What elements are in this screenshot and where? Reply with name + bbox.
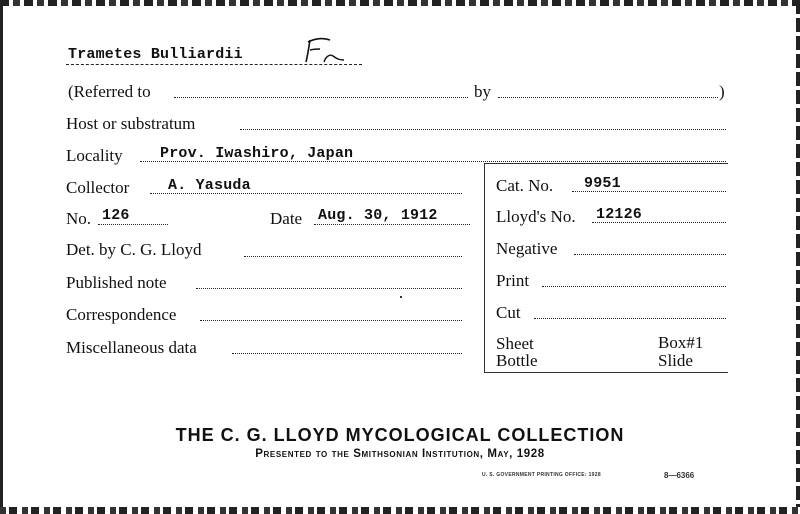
lloyds-number-value: 12126 <box>596 206 643 223</box>
species-name: Trametes Bulliardii <box>68 46 243 63</box>
date-label: Date <box>270 209 303 228</box>
number-line <box>98 224 168 225</box>
catalog-number-label: Cat. No. <box>496 176 554 195</box>
published-note-line <box>196 288 462 289</box>
card-top-edge <box>0 0 800 6</box>
card-bottom-edge <box>0 507 800 514</box>
catalog-number-value: 9951 <box>584 175 621 192</box>
det-by-label: Det. by C. G. Lloyd <box>66 240 202 259</box>
print-label: Print <box>496 271 530 290</box>
sheet-label: Sheet <box>496 334 534 353</box>
correspondence-label: Correspondence <box>66 305 177 324</box>
number-value: 126 <box>102 207 130 224</box>
lloyds-number-line <box>592 222 726 223</box>
box-label: Box <box>658 333 687 352</box>
catalog-number-line <box>572 191 726 192</box>
locality-label: Locality <box>66 146 123 165</box>
date-value: Aug. 30, 1912 <box>318 207 438 224</box>
box-value: #1 <box>686 333 704 352</box>
ink-speck <box>400 296 402 298</box>
locality-line <box>140 161 726 162</box>
referred-to-label: (Referred to <box>68 82 151 101</box>
by-label: by <box>474 82 491 101</box>
slide-label: Slide <box>658 351 693 370</box>
collector-label: Collector <box>66 178 130 197</box>
number-label: No. <box>66 209 92 228</box>
det-by-line <box>244 256 462 257</box>
host-label: Host or substratum <box>66 114 196 133</box>
side-box-left-border <box>484 163 485 373</box>
cut-label: Cut <box>496 303 521 322</box>
published-note-label: Published note <box>66 273 167 292</box>
host-line <box>240 129 726 130</box>
miscellaneous-line <box>232 353 462 354</box>
by-line <box>498 97 718 98</box>
handwritten-annotation-mark <box>300 36 360 66</box>
correspondence-line <box>200 320 462 321</box>
cut-line <box>534 318 726 319</box>
print-line <box>542 286 726 287</box>
negative-label: Negative <box>496 239 558 258</box>
printer-imprint: U. S. GOVERNMENT PRINTING OFFICE: 1928 <box>482 472 601 478</box>
form-code: 8—6366 <box>664 471 695 480</box>
bottle-label: Bottle <box>496 351 538 370</box>
close-paren: ) <box>719 82 725 101</box>
collection-title: THE C. G. LLOYD MYCOLOGICAL COLLECTION <box>175 425 625 445</box>
side-box-top-border <box>484 163 728 164</box>
lloyds-number-label: Lloyd's No. <box>496 207 576 226</box>
collector-line <box>150 193 462 194</box>
box-number <box>658 334 703 351</box>
locality-value: Prov. Iwashiro, Japan <box>160 145 354 162</box>
collection-subtitle: Presented to the Smithsonian Institution, May, 1928 <box>255 448 545 460</box>
referred-to-line <box>174 97 468 98</box>
date-line <box>314 224 470 225</box>
negative-line <box>574 254 726 255</box>
collector-value: A. Yasuda <box>168 177 251 194</box>
side-box-bottom-border <box>484 372 728 373</box>
miscellaneous-label: Miscellaneous data <box>66 338 197 357</box>
